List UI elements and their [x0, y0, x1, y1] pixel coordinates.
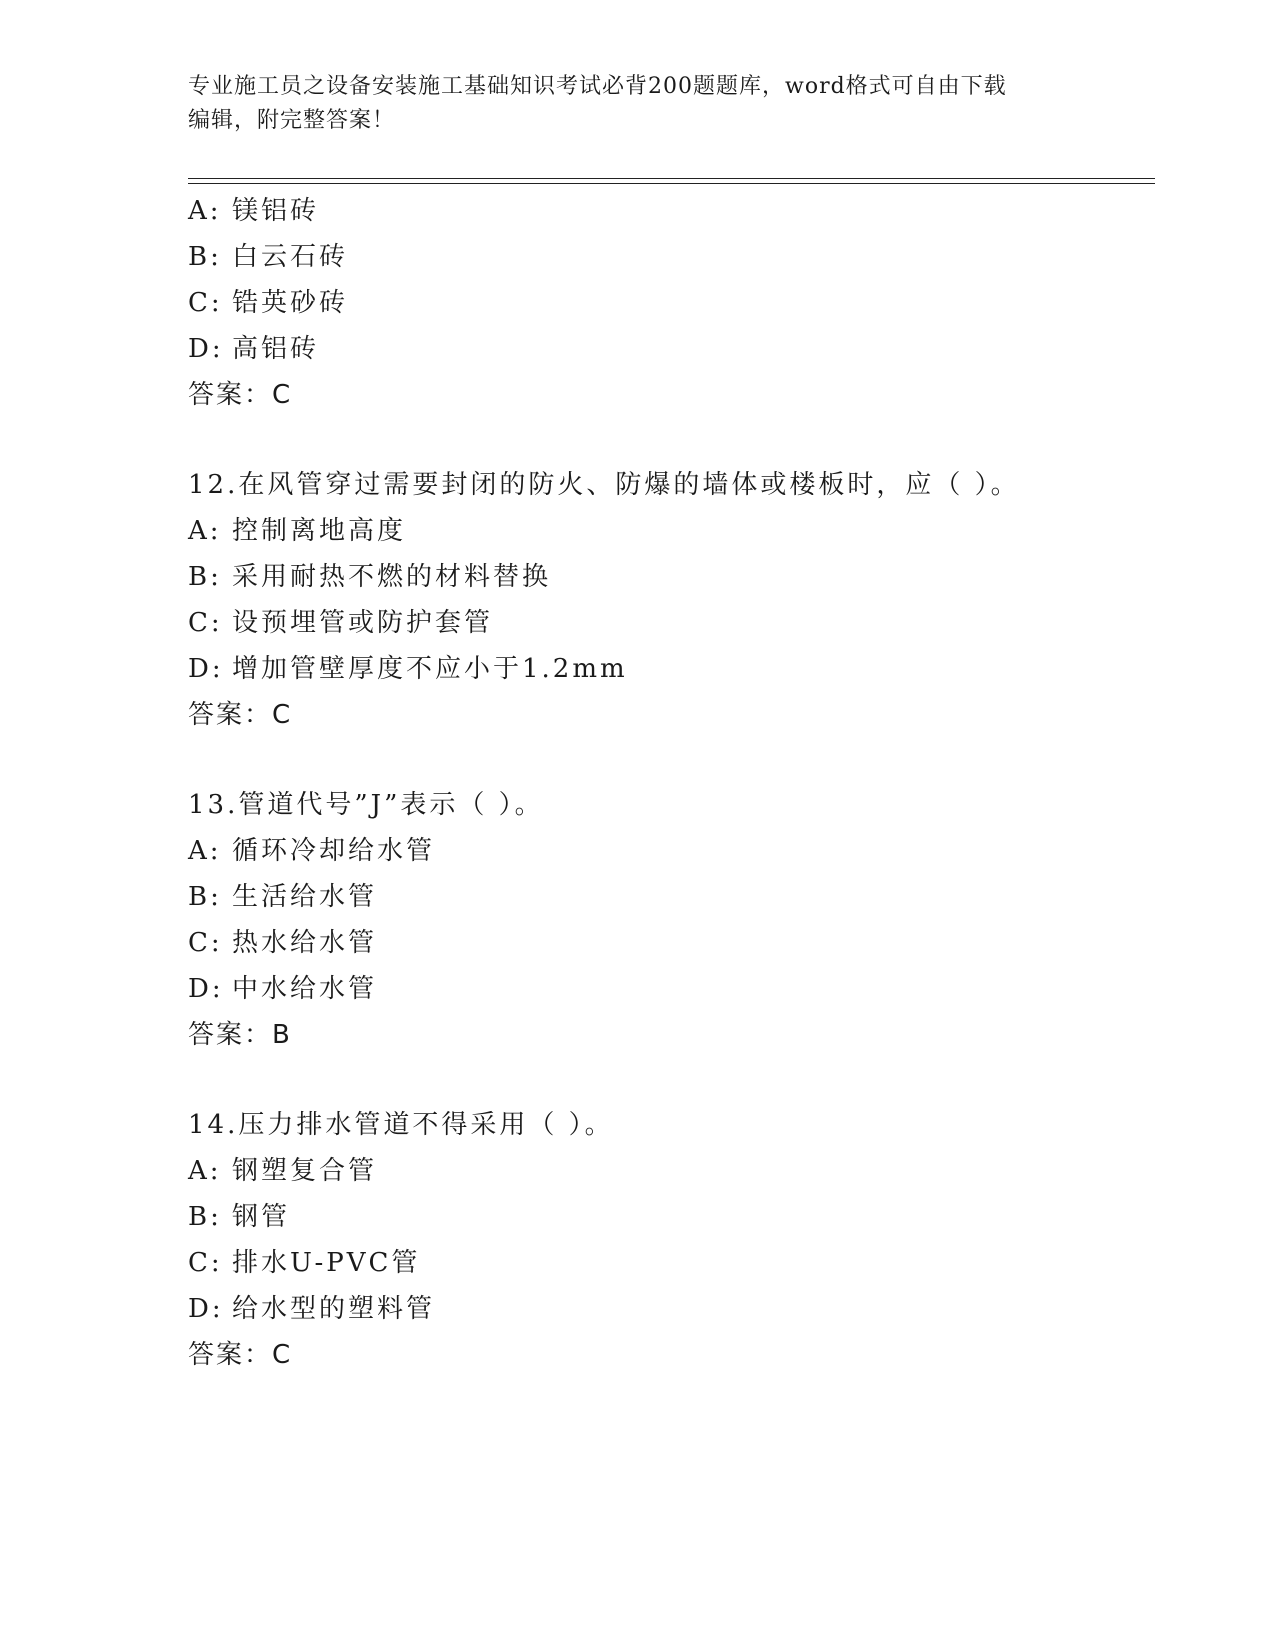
spacer	[188, 738, 1148, 782]
option-text: 给水型的塑料管	[232, 1294, 436, 1324]
option-b	[188, 1194, 1148, 1240]
question-title: 14.压力排水管道不得采用（ ）。	[188, 1110, 614, 1140]
option-key: A:	[188, 836, 222, 866]
option-text: 控制离地高度	[232, 516, 407, 546]
option-a	[188, 508, 1148, 554]
option-b	[188, 234, 1148, 280]
option-key: A:	[188, 516, 222, 546]
header-divider-top	[188, 178, 1155, 179]
option-key: D:	[188, 334, 224, 364]
option-key: D:	[188, 974, 224, 1004]
option-key: B:	[188, 242, 222, 272]
option-text: 白云石砖	[232, 242, 349, 272]
option-key: C:	[188, 288, 223, 318]
question-title: 13.管道代号”J”表示（ ）。	[188, 790, 544, 820]
option-text: 循环冷却给水管	[232, 836, 436, 866]
option-d	[188, 326, 1148, 372]
option-a	[188, 828, 1148, 874]
option-key: C:	[188, 608, 223, 638]
option-d	[188, 966, 1148, 1012]
option-text: 设预埋管或防护套管	[232, 608, 494, 638]
option-text: 热水给水管	[232, 928, 378, 958]
option-key: A:	[188, 1156, 222, 1186]
question-title: 12.在风管穿过需要封闭的防火、防爆的墙体或楼板时，应（ ）。	[188, 470, 1020, 500]
option-b	[188, 554, 1148, 600]
header-line-1: 专业施工员之设备安装施工基础知识考试必背200题题库，word格式可自由下载	[188, 74, 1007, 99]
option-key: A:	[188, 196, 222, 226]
option-b	[188, 874, 1148, 920]
option-text: 生活给水管	[232, 882, 378, 912]
option-d	[188, 1286, 1148, 1332]
question-14-block	[188, 1102, 1148, 1378]
answer-line: 答案：C	[188, 700, 293, 730]
option-a	[188, 188, 1148, 234]
option-text: 增加管壁厚度不应小于1.2mm	[232, 654, 628, 684]
option-text: 锆英砂砖	[232, 288, 349, 318]
option-c	[188, 920, 1148, 966]
option-text: 高铝砖	[232, 334, 320, 364]
question-13-block	[188, 782, 1148, 1058]
option-key: D:	[188, 1294, 224, 1324]
option-c	[188, 1240, 1148, 1286]
option-text: 中水给水管	[232, 974, 378, 1004]
option-text: 采用耐热不燃的材料替换	[232, 562, 552, 592]
option-c	[188, 280, 1148, 326]
option-key: B:	[188, 882, 222, 912]
spacer	[188, 418, 1148, 462]
option-d	[188, 646, 1148, 692]
answer-line: 答案：C	[188, 1340, 293, 1370]
answer-line: 答案：C	[188, 380, 293, 410]
option-text: 钢管	[232, 1202, 291, 1232]
option-key: C:	[188, 1248, 223, 1278]
option-key: C:	[188, 928, 223, 958]
question-12-block	[188, 462, 1148, 738]
spacer	[188, 1058, 1148, 1102]
option-c	[188, 600, 1148, 646]
header-line-2: 编辑，附完整答案！	[188, 108, 396, 133]
question-content	[188, 188, 1148, 1378]
answer-line: 答案：B	[188, 1020, 292, 1050]
document-header	[188, 70, 1068, 138]
header-divider-bottom	[188, 183, 1155, 184]
option-text: 钢塑复合管	[232, 1156, 378, 1186]
option-key: D:	[188, 654, 224, 684]
option-text: 镁铝砖	[232, 196, 320, 226]
option-key: B:	[188, 562, 222, 592]
option-a	[188, 1148, 1148, 1194]
question-11-block	[188, 188, 1148, 418]
option-text: 排水U-PVC管	[232, 1248, 421, 1278]
option-key: B:	[188, 1202, 222, 1232]
